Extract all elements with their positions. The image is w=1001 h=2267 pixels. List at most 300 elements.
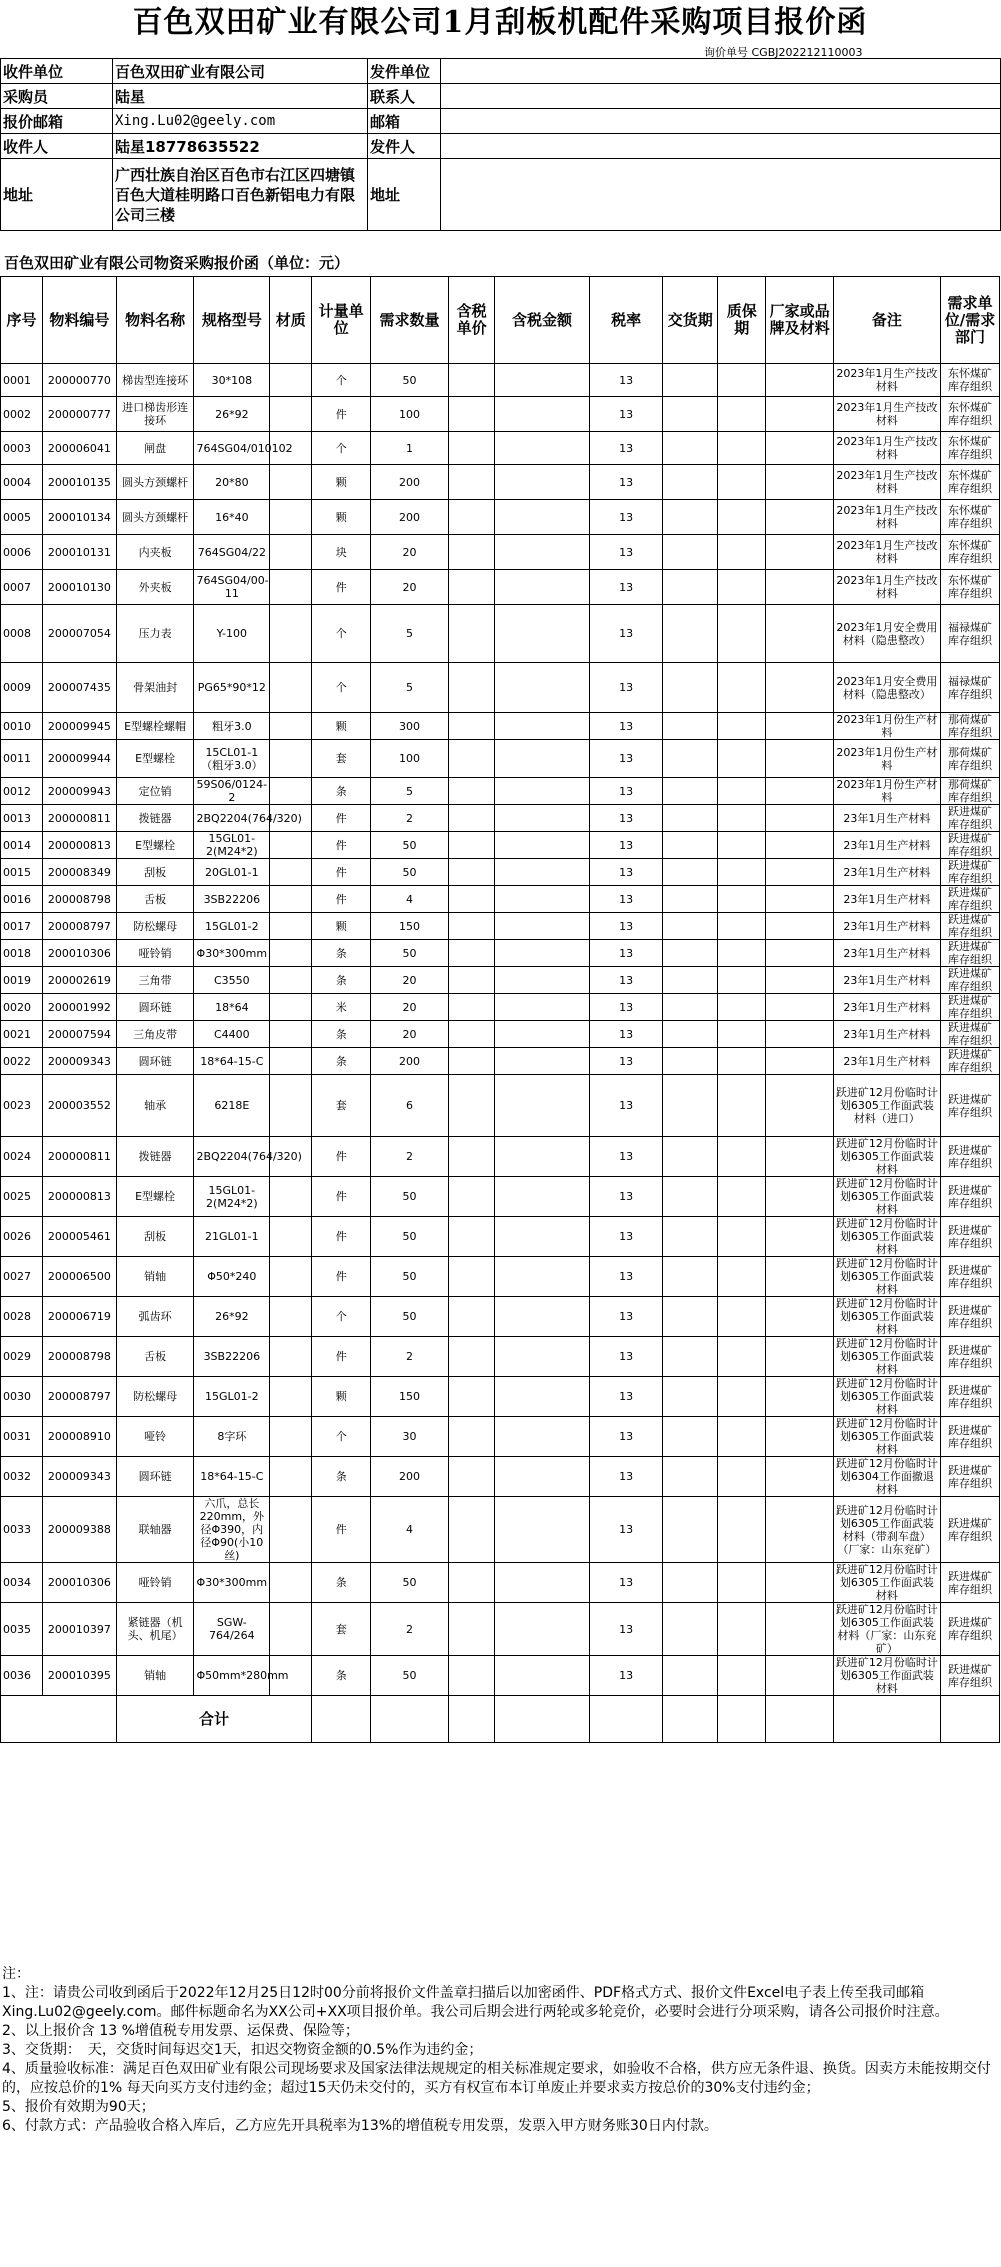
header-col-delivery: 交货期 — [663, 277, 718, 364]
cell-spec: Φ50*240 — [194, 1257, 270, 1297]
cell-brand — [766, 500, 833, 535]
cell-spec: 20GL01-1 — [194, 859, 270, 886]
cell-qty: 50 — [371, 1217, 449, 1257]
cell-unit: 条 — [312, 967, 371, 994]
cell-amount — [495, 397, 590, 432]
cell-warranty — [718, 1177, 766, 1217]
cell-unit: 个 — [312, 663, 371, 713]
cell-no: 0008 — [1, 605, 43, 663]
cell-warranty — [718, 1497, 766, 1563]
info-table — [0, 58, 1001, 231]
cell-delivery — [663, 500, 718, 535]
cell-remark: 23年1月生产材料 — [833, 994, 940, 1021]
cell-qty: 50 — [371, 1177, 449, 1217]
cell-brand — [766, 1603, 833, 1656]
cell-delivery — [663, 1377, 718, 1417]
cell-no: 0035 — [1, 1603, 43, 1656]
table-row — [1, 805, 1000, 832]
cell-dept: 跃进煤矿库存组织 — [941, 1563, 1000, 1603]
cell-warranty — [718, 778, 766, 805]
cell-brand — [766, 713, 833, 740]
cell-qty: 150 — [371, 913, 449, 940]
cell-code: 200010395 — [43, 1656, 117, 1696]
address-label-2: 地址 — [368, 159, 441, 231]
buyer-value: 陆星 — [113, 84, 368, 109]
cell-material — [270, 967, 312, 994]
cell-name: E型螺栓 — [116, 832, 194, 859]
table-row — [1, 663, 1000, 713]
cell-delivery — [663, 859, 718, 886]
address-value: 广西壮族自治区百色市右江区四塘镇百色大道桂明路口百色新铝电力有限公司三楼 — [113, 159, 368, 231]
total-cell — [833, 1696, 940, 1743]
cell-qty: 2 — [371, 1137, 449, 1177]
cell-amount — [495, 364, 590, 397]
cell-delivery — [663, 605, 718, 663]
cell-name: E型螺栓螺帽 — [116, 713, 194, 740]
cell-qty: 2 — [371, 1337, 449, 1377]
cell-spec: 18*64-15-C — [194, 1048, 270, 1075]
cell-qty: 5 — [371, 605, 449, 663]
section-title: 百色双田矿业有限公司物资采购报价函（单位：元） — [4, 254, 350, 272]
cell-unit-price — [448, 1257, 494, 1297]
cell-warranty — [718, 940, 766, 967]
cell-warranty — [718, 432, 766, 465]
cell-name: 刮板 — [116, 859, 194, 886]
cell-unit-price — [448, 1137, 494, 1177]
cell-dept: 东怀煤矿库存组织 — [941, 432, 1000, 465]
cell-dept: 跃进煤矿库存组织 — [941, 1603, 1000, 1656]
note-line: 1、注：请贵公司收到函后于2022年12月25日12时00分前将报价文件盖章扫描后以加密函件、PDF格式方式、报价文件Excel电子表上传至我司邮箱 Xing.Lu02@geely.com。邮件标题命名为XX公司+XX项目报价单。我公司后期会进行两轮或多轮竞价，必要时会进行分项采购，请各公司报价时注意。 — [2, 1985, 949, 2020]
cell-delivery — [663, 570, 718, 605]
total-cell — [312, 1696, 371, 1743]
cell-material — [270, 663, 312, 713]
cell-brand — [766, 1457, 833, 1497]
cell-spec: Φ30*300mm — [194, 1563, 270, 1603]
note-line: 4、质量验收标准：满足百色双田矿业有限公司现场要求及国家法律法规规定的相关标准规定要求，如验收不合格，供方应无条件退、换货。因卖方未能按期交付的，应按总价的1% 每天向买方支付违约金；超过15天仍未交付的，买方有权宣布本订单废止并要求卖方按总价的30%支付违约金； — [2, 2061, 991, 2096]
note-line: 注： — [2, 1966, 30, 1982]
cell-code: 200009944 — [43, 740, 117, 778]
cell-unit-price — [448, 500, 494, 535]
cell-brand — [766, 1257, 833, 1297]
cell-no: 0023 — [1, 1075, 43, 1137]
sender-unit-label: 发件单位 — [368, 59, 441, 84]
table-row — [1, 1563, 1000, 1603]
cell-brand — [766, 886, 833, 913]
cell-brand — [766, 364, 833, 397]
cell-code: 200010130 — [43, 570, 117, 605]
cell-name: E型螺栓 — [116, 740, 194, 778]
cell-dept: 跃进煤矿库存组织 — [941, 940, 1000, 967]
cell-warranty — [718, 1563, 766, 1603]
cell-material — [270, 1417, 312, 1457]
cell-material — [270, 1217, 312, 1257]
cell-tax: 13 — [589, 605, 663, 663]
cell-material — [270, 1457, 312, 1497]
cell-dept: 跃进煤矿库存组织 — [941, 805, 1000, 832]
cell-remark: 跃进矿12月份临时计划6305工作面武装材料 — [833, 1217, 940, 1257]
address-label: 地址 — [1, 159, 113, 231]
cell-warranty — [718, 465, 766, 500]
cell-code: 200000770 — [43, 364, 117, 397]
cell-delivery — [663, 1217, 718, 1257]
cell-dept: 跃进煤矿库存组织 — [941, 967, 1000, 994]
cell-dept: 跃进煤矿库存组织 — [941, 913, 1000, 940]
cell-warranty — [718, 1217, 766, 1257]
cell-delivery — [663, 1021, 718, 1048]
cell-name: 闸盘 — [116, 432, 194, 465]
cell-remark: 2023年1月生产技改材料 — [833, 500, 940, 535]
cell-qty: 30 — [371, 1417, 449, 1457]
cell-code: 200007435 — [43, 663, 117, 713]
cell-code: 200002619 — [43, 967, 117, 994]
cell-dept: 跃进煤矿库存组织 — [941, 1417, 1000, 1457]
cell-unit: 件 — [312, 397, 371, 432]
cell-no: 0005 — [1, 500, 43, 535]
cell-code: 200006719 — [43, 1297, 117, 1337]
cell-qty: 50 — [371, 364, 449, 397]
cell-warranty — [718, 994, 766, 1021]
cell-unit: 件 — [312, 1497, 371, 1563]
cell-qty: 50 — [371, 1297, 449, 1337]
cell-material — [270, 1603, 312, 1656]
cell-name: 轴承 — [116, 1075, 194, 1137]
cell-brand — [766, 1021, 833, 1048]
cell-material — [270, 500, 312, 535]
cell-qty: 4 — [371, 886, 449, 913]
cell-warranty — [718, 1457, 766, 1497]
cell-delivery — [663, 778, 718, 805]
cell-name: 哑铃销 — [116, 1563, 194, 1603]
cell-code: 200000811 — [43, 1137, 117, 1177]
total-blank — [1, 1696, 117, 1743]
cell-tax: 13 — [589, 1337, 663, 1377]
cell-brand — [766, 432, 833, 465]
cell-warranty — [718, 605, 766, 663]
cell-qty: 200 — [371, 465, 449, 500]
cell-material — [270, 1048, 312, 1075]
sender-label: 发件人 — [368, 134, 441, 159]
cell-unit-price — [448, 994, 494, 1021]
table-row — [1, 1337, 1000, 1377]
cell-unit: 件 — [312, 1177, 371, 1217]
cell-unit: 件 — [312, 1217, 371, 1257]
table-row — [1, 1137, 1000, 1177]
cell-spec: 30*108 — [194, 364, 270, 397]
total-cell — [371, 1696, 449, 1743]
cell-code: 200008798 — [43, 886, 117, 913]
cell-qty: 200 — [371, 1048, 449, 1075]
cell-spec: 15GL01-2(M24*2) — [194, 832, 270, 859]
cell-tax: 13 — [589, 1377, 663, 1417]
cell-remark: 2023年1月生产技改材料 — [833, 364, 940, 397]
cell-material — [270, 1021, 312, 1048]
cell-warranty — [718, 1257, 766, 1297]
cell-warranty — [718, 663, 766, 713]
table-row — [1, 940, 1000, 967]
cell-delivery — [663, 913, 718, 940]
cell-remark: 跃进矿12月份临时计划6305工作面武装材料 — [833, 1177, 940, 1217]
cell-remark: 2023年1月安全费用材料（隐患整改） — [833, 605, 940, 663]
cell-delivery — [663, 1337, 718, 1377]
cell-no: 0027 — [1, 1257, 43, 1297]
cell-no: 0028 — [1, 1297, 43, 1337]
cell-name: 舌板 — [116, 886, 194, 913]
cell-unit: 件 — [312, 832, 371, 859]
cell-unit: 条 — [312, 778, 371, 805]
cell-no: 0016 — [1, 886, 43, 913]
cell-warranty — [718, 1417, 766, 1457]
table-row — [1, 778, 1000, 805]
cell-unit-price — [448, 1021, 494, 1048]
cell-material — [270, 397, 312, 432]
cell-amount — [495, 1457, 590, 1497]
cell-no: 0034 — [1, 1563, 43, 1603]
cell-unit-price — [448, 713, 494, 740]
cell-unit: 条 — [312, 1457, 371, 1497]
cell-dept: 跃进煤矿库存组织 — [941, 1257, 1000, 1297]
cell-brand — [766, 663, 833, 713]
quote-email-label: 报价邮箱 — [1, 109, 113, 134]
header-col-unit: 计量单位 — [312, 277, 371, 364]
cell-code: 200009388 — [43, 1497, 117, 1563]
cell-amount — [495, 940, 590, 967]
cell-name: E型螺栓 — [116, 1177, 194, 1217]
cell-spec: 15GL01-2 — [194, 1377, 270, 1417]
cell-unit-price — [448, 663, 494, 713]
cell-spec: Φ30*300mm — [194, 940, 270, 967]
cell-dept: 跃进煤矿库存组织 — [941, 1377, 1000, 1417]
cell-unit: 套 — [312, 1075, 371, 1137]
cell-unit: 个 — [312, 1297, 371, 1337]
cell-brand — [766, 605, 833, 663]
cell-material — [270, 535, 312, 570]
cell-dept: 东怀煤矿库存组织 — [941, 465, 1000, 500]
cell-brand — [766, 940, 833, 967]
table-header-row — [1, 277, 1000, 364]
cell-no: 0026 — [1, 1217, 43, 1257]
cell-tax: 13 — [589, 778, 663, 805]
cell-material — [270, 1563, 312, 1603]
cell-delivery — [663, 1656, 718, 1696]
cell-code: 200010135 — [43, 465, 117, 500]
cell-delivery — [663, 886, 718, 913]
cell-unit-price — [448, 570, 494, 605]
cell-code: 200006041 — [43, 432, 117, 465]
cell-dept: 跃进煤矿库存组织 — [941, 1137, 1000, 1177]
table-row — [1, 1603, 1000, 1656]
cell-no: 0004 — [1, 465, 43, 500]
cell-dept: 跃进煤矿库存组织 — [941, 886, 1000, 913]
cell-remark: 2023年1月份生产材料 — [833, 740, 940, 778]
cell-dept: 跃进煤矿库存组织 — [941, 1457, 1000, 1497]
cell-no: 0020 — [1, 994, 43, 1021]
cell-warranty — [718, 886, 766, 913]
table-row — [1, 605, 1000, 663]
header-col-remark: 备注 — [833, 277, 940, 364]
cell-unit-price — [448, 535, 494, 570]
cell-spec: 六爪，总长220mm，外径Φ390，内径Φ90(小10丝) — [194, 1497, 270, 1563]
cell-remark: 2023年1月生产技改材料 — [833, 535, 940, 570]
cell-unit-price — [448, 1337, 494, 1377]
cell-spec: 6218E — [194, 1075, 270, 1137]
cell-delivery — [663, 967, 718, 994]
cell-code: 200010397 — [43, 1603, 117, 1656]
cell-amount — [495, 778, 590, 805]
cell-amount — [495, 465, 590, 500]
cell-unit-price — [448, 1217, 494, 1257]
cell-unit: 颗 — [312, 713, 371, 740]
cell-unit-price — [448, 1075, 494, 1137]
cell-name: 刮板 — [116, 1217, 194, 1257]
cell-name: 舌板 — [116, 1337, 194, 1377]
cell-unit: 条 — [312, 1048, 371, 1075]
header-col-qty: 需求数量 — [371, 277, 449, 364]
cell-unit: 条 — [312, 1656, 371, 1696]
cell-brand — [766, 1048, 833, 1075]
cell-dept: 跃进煤矿库存组织 — [941, 1177, 1000, 1217]
cell-qty: 50 — [371, 859, 449, 886]
cell-tax: 13 — [589, 1603, 663, 1656]
cell-dept: 跃进煤矿库存组织 — [941, 1656, 1000, 1696]
cell-unit: 颗 — [312, 1377, 371, 1417]
cell-remark: 跃进矿12月份临时计划6305工作面武装材料 — [833, 1137, 940, 1177]
cell-dept: 跃进煤矿库存组织 — [941, 1021, 1000, 1048]
cell-delivery — [663, 1417, 718, 1457]
recipient-value: 陆星18778635522 — [113, 134, 368, 159]
cell-material — [270, 1075, 312, 1137]
cell-unit-price — [448, 364, 494, 397]
cell-brand — [766, 1075, 833, 1137]
cell-material — [270, 859, 312, 886]
cell-tax: 13 — [589, 1075, 663, 1137]
cell-unit: 个 — [312, 1417, 371, 1457]
cell-spec: 764SG04/00-11 — [194, 570, 270, 605]
cell-material — [270, 605, 312, 663]
cell-brand — [766, 967, 833, 994]
sender-unit-value — [441, 59, 1001, 84]
cell-code: 200003552 — [43, 1075, 117, 1137]
cell-unit-price — [448, 859, 494, 886]
cell-qty: 50 — [371, 940, 449, 967]
receiver-unit-label: 收件单位 — [1, 59, 113, 84]
cell-amount — [495, 1497, 590, 1563]
cell-name: 销轴 — [116, 1656, 194, 1696]
total-cell — [718, 1696, 766, 1743]
header-col-dept: 需求单位/需求部门 — [941, 277, 1000, 364]
cell-unit-price — [448, 1603, 494, 1656]
cell-no: 0031 — [1, 1417, 43, 1457]
cell-no: 0001 — [1, 364, 43, 397]
total-cell — [766, 1696, 833, 1743]
cell-warranty — [718, 913, 766, 940]
cell-warranty — [718, 1048, 766, 1075]
cell-amount — [495, 805, 590, 832]
cell-dept: 跃进煤矿库存组织 — [941, 994, 1000, 1021]
cell-dept: 福禄煤矿库存组织 — [941, 605, 1000, 663]
cell-material — [270, 1297, 312, 1337]
cell-amount — [495, 713, 590, 740]
cell-spec: 59S06/0124-2 — [194, 778, 270, 805]
cell-delivery — [663, 994, 718, 1021]
cell-code: 200009343 — [43, 1048, 117, 1075]
table-row — [1, 397, 1000, 432]
cell-dept: 跃进煤矿库存组织 — [941, 1075, 1000, 1137]
cell-unit: 套 — [312, 1603, 371, 1656]
cell-remark: 23年1月生产材料 — [833, 967, 940, 994]
cell-delivery — [663, 1603, 718, 1656]
quote-email-value: Xing.Lu02@geely.com — [113, 109, 368, 134]
cell-amount — [495, 740, 590, 778]
cell-delivery — [663, 1257, 718, 1297]
cell-remark: 2023年1月生产技改材料 — [833, 432, 940, 465]
cell-tax: 13 — [589, 913, 663, 940]
cell-tax: 13 — [589, 740, 663, 778]
cell-unit: 块 — [312, 535, 371, 570]
cell-tax: 13 — [589, 1217, 663, 1257]
cell-no: 0033 — [1, 1497, 43, 1563]
page-title: 百色双田矿业有限公司1月刮板机配件采购项目报价函 — [132, 5, 868, 40]
cell-spec: 18*64 — [194, 994, 270, 1021]
cell-remark: 23年1月生产材料 — [833, 1021, 940, 1048]
receiver-unit-value: 百色双田矿业有限公司 — [113, 59, 368, 84]
contact-value — [441, 84, 1001, 109]
cell-no: 0007 — [1, 570, 43, 605]
table-row — [1, 1377, 1000, 1417]
cell-warranty — [718, 535, 766, 570]
cell-spec: Φ50mm*280mm — [194, 1656, 270, 1696]
cell-code: 200010134 — [43, 500, 117, 535]
notes-block — [2, 1965, 996, 2136]
sender-value — [441, 134, 1001, 159]
cell-unit: 件 — [312, 1137, 371, 1177]
cell-material — [270, 994, 312, 1021]
cell-qty: 1 — [371, 432, 449, 465]
cell-dept: 那荷煤矿库存组织 — [941, 713, 1000, 740]
cell-material — [270, 465, 312, 500]
cell-spec: 2BQ2204(764/320) — [194, 805, 270, 832]
cell-material — [270, 1377, 312, 1417]
cell-code: 200006500 — [43, 1257, 117, 1297]
cell-brand — [766, 740, 833, 778]
cell-no: 0012 — [1, 778, 43, 805]
cell-no: 0024 — [1, 1137, 43, 1177]
cell-material — [270, 713, 312, 740]
cell-name: 圆头方颈螺杆 — [116, 465, 194, 500]
cell-dept: 跃进煤矿库存组织 — [941, 1297, 1000, 1337]
cell-dept: 跃进煤矿库存组织 — [941, 1337, 1000, 1377]
cell-material — [270, 832, 312, 859]
cell-no: 0029 — [1, 1337, 43, 1377]
cell-qty: 20 — [371, 994, 449, 1021]
cell-qty: 5 — [371, 663, 449, 713]
cell-warranty — [718, 713, 766, 740]
table-row — [1, 1048, 1000, 1075]
table-row — [1, 1497, 1000, 1563]
cell-remark: 跃进矿12月份临时计划6305工作面武装材料（进口） — [833, 1075, 940, 1137]
table-row — [1, 967, 1000, 994]
cell-warranty — [718, 1297, 766, 1337]
cell-delivery — [663, 940, 718, 967]
cell-brand — [766, 805, 833, 832]
cell-warranty — [718, 500, 766, 535]
cell-brand — [766, 778, 833, 805]
cell-unit-price — [448, 432, 494, 465]
cell-spec: 764SG04/010102 — [194, 432, 270, 465]
cell-unit: 件 — [312, 1337, 371, 1377]
cell-tax: 13 — [589, 465, 663, 500]
cell-material — [270, 570, 312, 605]
cell-no: 0025 — [1, 1177, 43, 1217]
